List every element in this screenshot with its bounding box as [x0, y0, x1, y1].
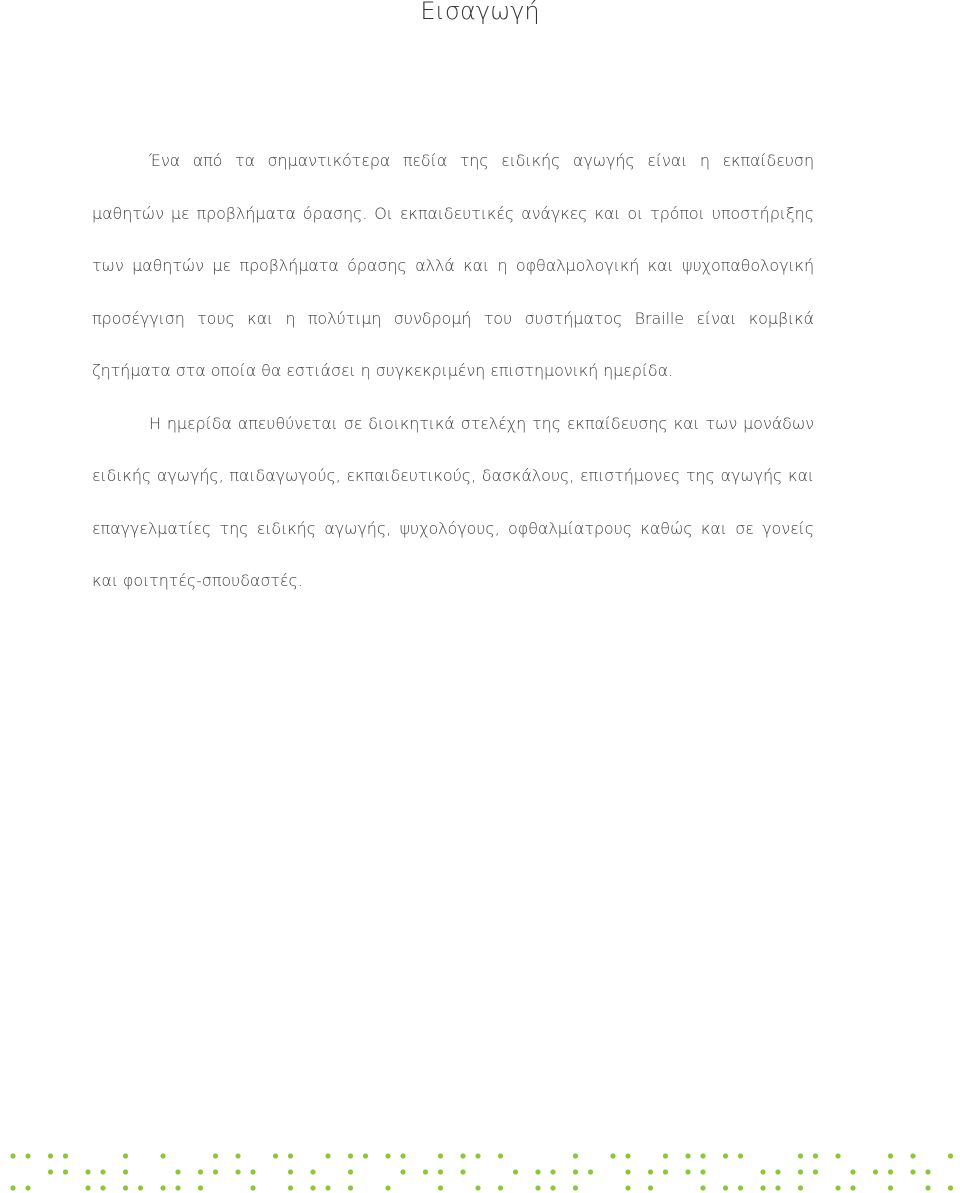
braille-dot: [835, 1153, 840, 1158]
braille-dot: [535, 1169, 540, 1174]
braille-dot: [123, 1185, 128, 1190]
braille-dot: [160, 1185, 165, 1190]
braille-dot: [310, 1169, 315, 1174]
braille-dot: [850, 1185, 855, 1190]
braille-dot: [625, 1169, 630, 1174]
braille-dot: [610, 1153, 615, 1158]
braille-dot: [535, 1185, 540, 1190]
braille-dot: [213, 1169, 218, 1174]
braille-dot: [385, 1153, 390, 1158]
braille-dot: [250, 1169, 255, 1174]
braille-dot: [798, 1169, 803, 1174]
braille-dot: [723, 1153, 728, 1158]
braille-dot: [475, 1153, 480, 1158]
braille-dot: [160, 1153, 165, 1158]
braille-dot: [213, 1153, 218, 1158]
page-title: Εισαγωγή: [420, 0, 540, 25]
braille-dot: [663, 1169, 668, 1174]
braille-dot: [325, 1153, 330, 1158]
braille-dot: [423, 1169, 428, 1174]
braille-dot: [175, 1169, 180, 1174]
braille-dot: [310, 1185, 315, 1190]
braille-dot: [738, 1153, 743, 1158]
braille-dot: [10, 1153, 15, 1158]
braille-dot: [798, 1185, 803, 1190]
braille-dot: [798, 1153, 803, 1158]
braille-dot: [648, 1185, 653, 1190]
braille-dot: [888, 1185, 893, 1190]
braille-dot: [723, 1185, 728, 1190]
braille-dot: [400, 1169, 405, 1174]
braille-dots-decoration: [0, 1140, 960, 1193]
braille-dot: [123, 1153, 128, 1158]
braille-dot: [775, 1185, 780, 1190]
braille-dot: [198, 1185, 203, 1190]
braille-dot: [948, 1185, 953, 1190]
braille-dot: [63, 1169, 68, 1174]
braille-dot: [288, 1153, 293, 1158]
braille-dot: [100, 1185, 105, 1190]
braille-dot: [888, 1153, 893, 1158]
braille-dot: [625, 1153, 630, 1158]
braille-dot: [588, 1169, 593, 1174]
braille-dot: [498, 1153, 503, 1158]
braille-dot: [348, 1153, 353, 1158]
braille-dot: [760, 1169, 765, 1174]
braille-dot: [348, 1185, 353, 1190]
braille-dot: [775, 1169, 780, 1174]
braille-dot: [25, 1185, 30, 1190]
braille-dot: [760, 1185, 765, 1190]
braille-dot: [438, 1169, 443, 1174]
braille-dot: [348, 1169, 353, 1174]
paragraph-intro: Ένα από τα σημαντικότερα πεδία της ειδικής αγωγής είναι η εκπαίδευση μαθητών με προβλήματα όρασης. Οι εκπαιδευτικές ανάγκες και οι τρόποι υποστήριξης των μαθητών με προβλήματα όρασης αλλά και η οφθαλμολογική και ψυχοπαθολογική προσέγγιση τους και η πολύτιμη συνδρομή του συστήματος Braille είναι κομβικά ζητήματα στα οποία θα εστιάσει η συγκεκριμένη επιστημονική ημερίδα.: [92, 151, 814, 380]
braille-dot: [573, 1169, 578, 1174]
braille-dot: [175, 1185, 180, 1190]
braille-dot: [550, 1185, 555, 1190]
braille-dot: [475, 1185, 480, 1190]
braille-dot: [685, 1169, 690, 1174]
braille-dot: [873, 1169, 878, 1174]
braille-dot: [813, 1169, 818, 1174]
braille-dot: [925, 1185, 930, 1190]
braille-dot: [400, 1153, 405, 1158]
braille-dot: [385, 1185, 390, 1190]
braille-dot: [235, 1153, 240, 1158]
braille-dot: [498, 1185, 503, 1190]
braille-dot: [625, 1185, 630, 1190]
braille-dot: [813, 1153, 818, 1158]
braille-dot: [438, 1185, 443, 1190]
braille-dot: [663, 1153, 668, 1158]
braille-dot: [648, 1169, 653, 1174]
braille-dot: [460, 1153, 465, 1158]
braille-dot: [700, 1153, 705, 1158]
braille-dot: [48, 1169, 53, 1174]
body-text: [92, 135, 814, 608]
braille-dot: [25, 1153, 30, 1158]
braille-dot: [700, 1185, 705, 1190]
braille-dot: [123, 1169, 128, 1174]
braille-dot: [700, 1169, 705, 1174]
braille-dot: [925, 1169, 930, 1174]
braille-dot: [460, 1169, 465, 1174]
braille-dot: [573, 1153, 578, 1158]
braille-dot: [100, 1169, 105, 1174]
braille-dot: [835, 1185, 840, 1190]
braille-dot: [888, 1169, 893, 1174]
braille-dot: [288, 1185, 293, 1190]
braille-dot: [10, 1185, 15, 1190]
braille-dot: [273, 1153, 278, 1158]
braille-dot: [850, 1169, 855, 1174]
braille-dot: [138, 1185, 143, 1190]
braille-dot: [288, 1169, 293, 1174]
paragraph-audience: Η ημερίδα απευθύνεται σε διοικητικά στελέχη της εκπαίδευσης και των μονάδων ειδικής αγωγής, παιδαγωγούς, εκπαιδευτικούς, δασκάλους, επιστήμονες της αγωγής και επαγγελματίες της ειδικής αγωγής, ψυχολόγους, οφθαλμίατρους καθώς και σε γονείς και φοιτητές-σπουδαστές.: [92, 413, 814, 590]
braille-dot: [573, 1185, 578, 1190]
braille-dot: [63, 1153, 68, 1158]
braille-dot: [48, 1153, 53, 1158]
braille-dot: [438, 1153, 443, 1158]
braille-dot: [513, 1169, 518, 1174]
braille-dot: [910, 1169, 915, 1174]
braille-dot: [235, 1169, 240, 1174]
braille-dot: [363, 1153, 368, 1158]
braille-dot: [550, 1169, 555, 1174]
braille-dot: [738, 1185, 743, 1190]
braille-dot: [325, 1185, 330, 1190]
braille-dot: [250, 1185, 255, 1190]
braille-dot: [85, 1185, 90, 1190]
braille-dot: [948, 1153, 953, 1158]
braille-dot: [198, 1169, 203, 1174]
braille-dot: [85, 1169, 90, 1174]
braille-dot: [685, 1153, 690, 1158]
braille-dot: [910, 1153, 915, 1158]
